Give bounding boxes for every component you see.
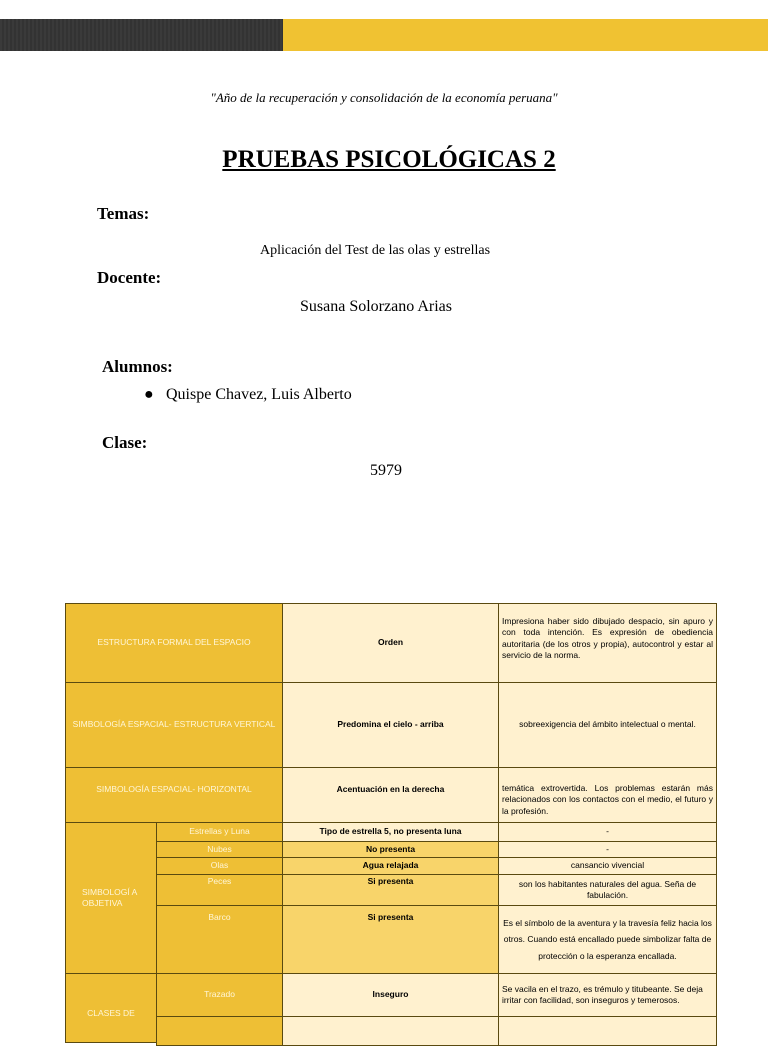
peces-interpretation: son los habitantes naturales del agua. Seña de fabulación.	[498, 874, 717, 906]
analysis-table	[65, 603, 717, 1033]
barco-result: Si presenta	[282, 905, 499, 974]
document-title: PRUEBAS PSICOLÓGICAS 2	[222, 146, 556, 173]
sub-olas: Olas	[156, 857, 283, 875]
header-bar-yellow	[283, 19, 768, 51]
row3-interpretation: temática extrovertida. Los problemas estarán más relacionados con los contactos con el medio, el futuro y la profesión.	[498, 767, 717, 823]
sub-next	[156, 1016, 283, 1046]
motto: "Año de la recuperación y consolidación de la economía peruana"	[210, 90, 558, 105]
row2-interpretation: sobreexigencia del ámbito intelectual o mental.	[498, 682, 717, 768]
row3-result: Acentuación en la derecha	[282, 767, 499, 823]
clase-label: Clase:	[102, 433, 148, 452]
group-clases-label: CLASES DE	[65, 973, 157, 1043]
olas-result: Agua relajada	[282, 857, 499, 875]
row1-category: ESTRUCTURA FORMAL DEL ESPACIO	[65, 603, 283, 683]
header-bar-dark	[0, 19, 283, 51]
bullet-icon: ●	[144, 386, 154, 403]
docente-value: Susana Solorzano Arias	[300, 298, 452, 315]
row3-category: SIMBOLOGÍA ESPACIAL- HORIZONTAL	[65, 767, 283, 823]
student-name: Quispe Chavez, Luis Alberto	[166, 386, 352, 403]
trazado-interpretation: Se vacila en el trazo, es trémulo y titubeante. Se deja irritar con facilidad, son inseguros y temerosos.	[498, 973, 717, 1017]
row1-result: Orden	[282, 603, 499, 683]
row1-interpretation: Impresiona haber sido dibujado despacio, sin apuro y con toda intención. Es expresión de obediencia autoritaria (de los otros y propia), autocontrol y estar al servicio de la norma.	[498, 603, 717, 683]
peces-result: Si presenta	[282, 874, 499, 906]
olas-interpretation: cansancio vivencial	[498, 857, 717, 875]
sub-estrellas: Estrellas y Luna	[156, 822, 283, 842]
row2-category: SIMBOLOGÍA ESPACIAL- ESTRUCTURA VERTICAL	[65, 682, 283, 768]
estrellas-interpretation: -	[498, 822, 717, 842]
barco-interpretation: Es el símbolo de la aventura y la travesía feliz hacia los otros. Cuando está encallado puede simbolizar falta de protección o la esperanza encallada.	[498, 905, 717, 974]
row2-result: Predomina el cielo - arriba	[282, 682, 499, 768]
clase-value: 5979	[370, 462, 402, 479]
group-objetiva-label: SIMBOLOGÍ A OBJETIVA	[65, 822, 157, 974]
student-list-item	[144, 386, 352, 404]
nubes-result: No presenta	[282, 841, 499, 858]
trazado-result: Inseguro	[282, 973, 499, 1017]
alumnos-label: Alumnos:	[102, 357, 173, 376]
sub-nubes: Nubes	[156, 841, 283, 858]
estrellas-result: Tipo de estrella 5, no presenta luna	[282, 822, 499, 842]
sub-trazado: Trazado	[156, 973, 283, 1017]
docente-label: Docente:	[97, 268, 162, 287]
sub-barco: Barco	[156, 905, 283, 974]
temas-label: Temas:	[97, 204, 150, 223]
sub-peces: Peces	[156, 874, 283, 906]
next-interpretation	[498, 1016, 717, 1046]
next-result	[282, 1016, 499, 1046]
temas-value: Aplicación del Test de las olas y estrellas	[260, 243, 491, 258]
nubes-interpretation: -	[498, 841, 717, 858]
